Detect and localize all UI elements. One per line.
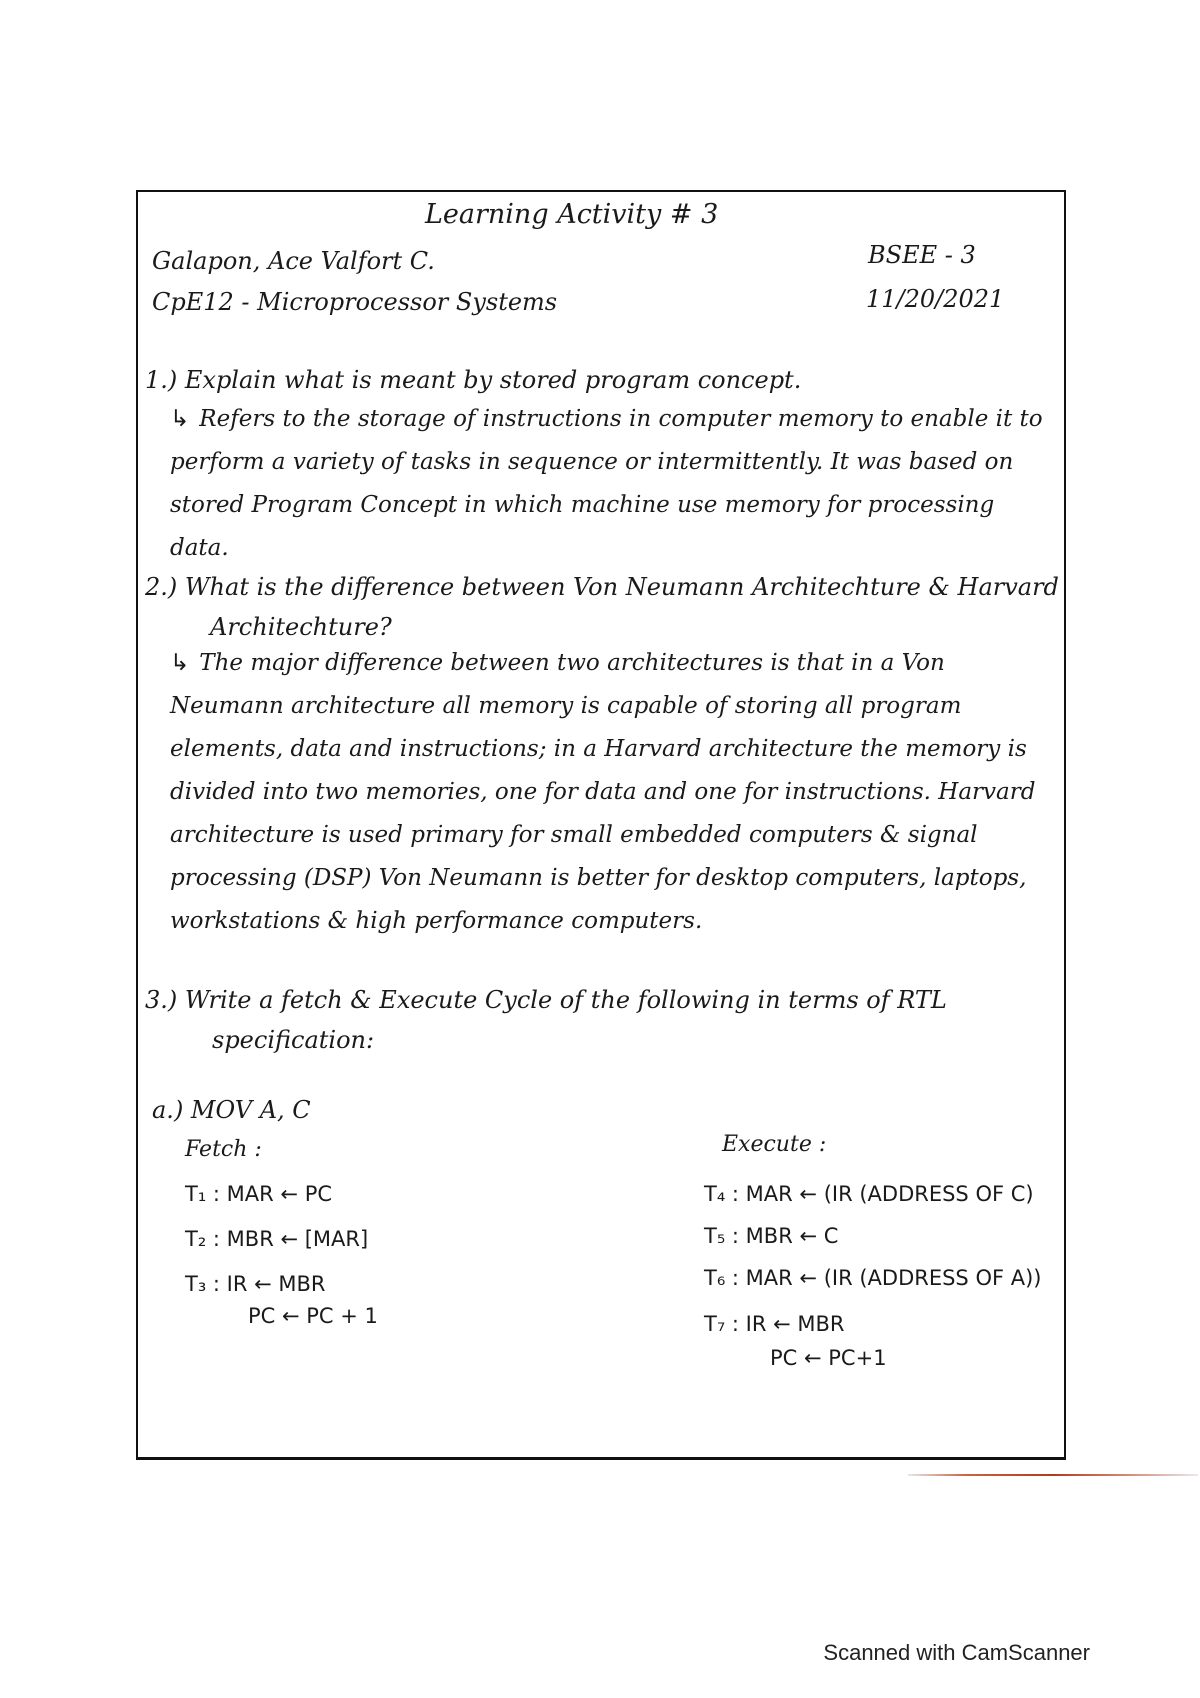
question-3-line-2: specification: <box>212 1026 375 1054</box>
scan-edge-line <box>908 1474 1198 1476</box>
course-name: CpE12 - Microprocessor Systems <box>152 288 558 316</box>
execute-step-3: T₆ : MAR ← (IR (ADDRESS OF A)) <box>704 1266 1042 1290</box>
fetch-step-3: T₃ : IR ← MBR <box>185 1272 326 1296</box>
answer-1-text: Refers to the storage of instructions in computer memory to enable it to perform a variety of tasks in sequence or intermittently. It was based on stored Program Concept in which machine use memory for processing data. <box>170 406 1043 561</box>
execute-step-4: T₇ : IR ← MBR <box>704 1312 845 1336</box>
execute-step-1: T₄ : MAR ← (IR (ADDRESS OF C) <box>704 1182 1034 1206</box>
scanner-watermark: Scanned with CamScanner <box>823 1640 1090 1665</box>
execute-step-2: T₅ : MBR ← C <box>704 1224 839 1248</box>
page-title: Learning Activity # 3 <box>425 199 719 230</box>
question-3-line-1: 3.) Write a fetch & Execute Cycle of the following in terms of RTL <box>145 986 947 1014</box>
fetch-step-2: T₂ : MBR ← [MAR] <box>185 1227 369 1251</box>
section-label: BSEE - 3 <box>868 241 976 269</box>
question-2-line-2: Architechture? <box>210 613 392 641</box>
answer-2-text: The major difference between two architectures is that in a Von Neumann architecture all memory is capable of storing all program elements, data and instructions; in a Harvard architecture the memory is divided into two memories, one for data and one for instructions. Harvard architecture is used primary for small embedded computers & signal processing (DSP) Von Neumann is better for desktop computers, laptops, workstations & high performance computers. <box>170 650 1036 934</box>
answer-arrow-icon: ↳ <box>170 406 190 432</box>
fetch-step-1: T₁ : MAR ← PC <box>185 1182 333 1206</box>
question-2-line-1: 2.) What is the difference between Von Neumann Architechture & Harvard <box>145 573 1059 601</box>
fetch-label: Fetch : <box>185 1137 262 1162</box>
execute-step-5: PC ← PC+1 <box>770 1346 887 1370</box>
rtl-item-label: a.) MOV A, C <box>152 1096 311 1124</box>
answer-1 <box>170 398 1050 570</box>
answer-arrow-icon: ↳ <box>170 650 190 676</box>
student-name: Galapon, Ace Valfort C. <box>152 247 435 275</box>
execute-label: Execute : <box>722 1132 827 1157</box>
date-label: 11/20/2021 <box>866 285 1005 313</box>
answer-2 <box>170 642 1050 943</box>
question-1: 1.) Explain what is meant by stored program concept. <box>145 366 802 394</box>
fetch-step-4: PC ← PC + 1 <box>248 1304 378 1328</box>
